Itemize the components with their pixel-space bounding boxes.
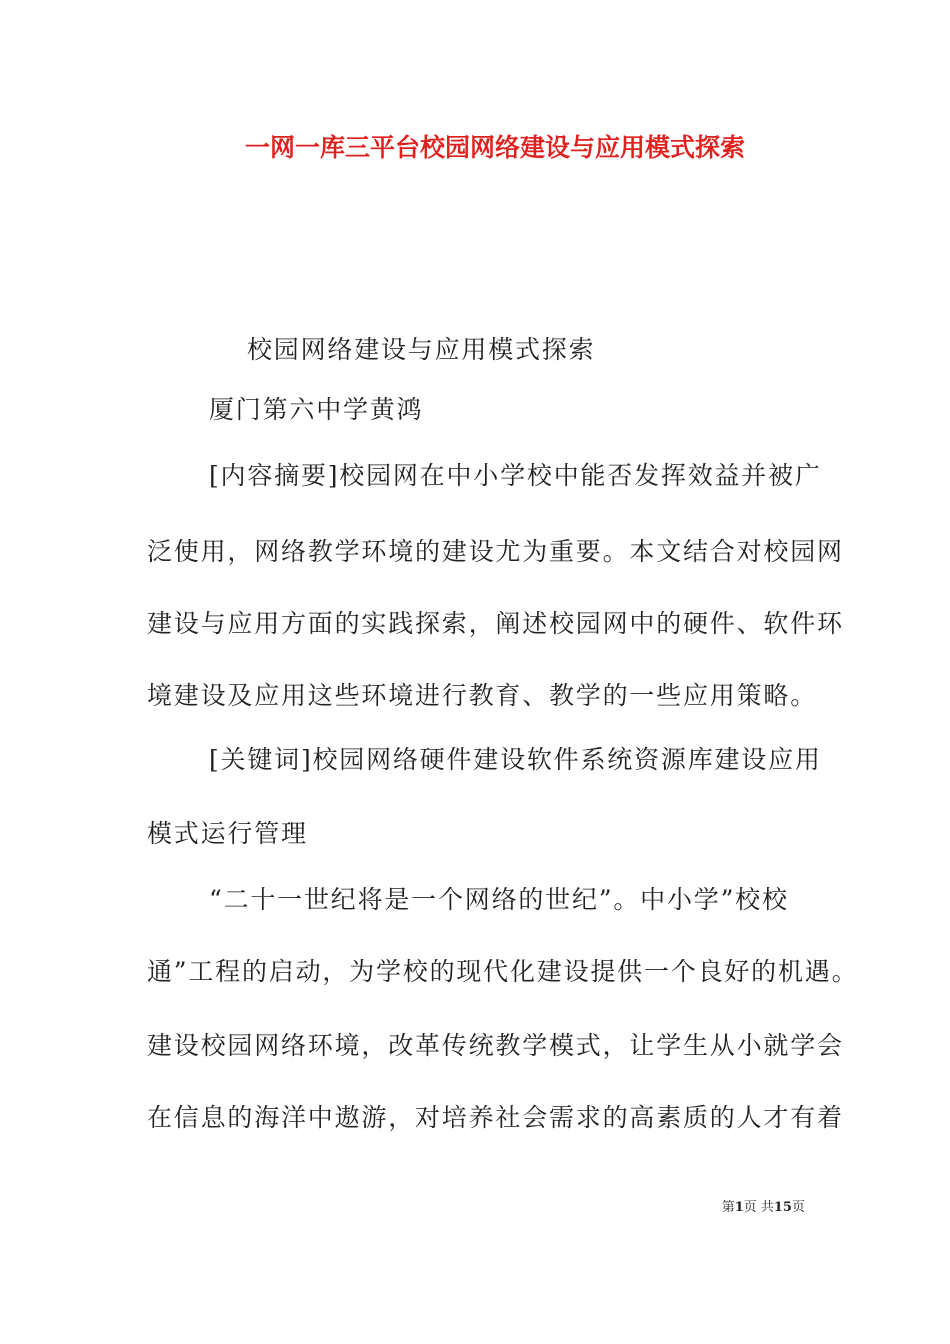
author-line: 厦门第六中学黄鸿 <box>209 395 424 424</box>
body-line-4: 在信息的海洋中遨游，对培养社会需求的高素质的人才有着 <box>147 1103 844 1132</box>
page-footer <box>722 1198 805 1218</box>
abstract-line-2: 泛使用，网络教学环境的建设尤为重要。本文结合对校园网 <box>147 537 844 566</box>
keywords-line-2: 模式运行管理 <box>147 819 308 848</box>
document-title: 一网一库三平台校园网络建设与应用模式探索 <box>244 133 745 162</box>
footer-total-pages: 15 <box>773 1200 792 1215</box>
keywords-line-1: [关键词]校园网络硬件建设软件系统资源库建设应用 <box>209 745 822 774</box>
footer-suffix: 页 <box>791 1200 805 1215</box>
body-line-2: 通”工程的启动，为学校的现代化建设提供一个良好的机遇。 <box>147 957 859 986</box>
body-line-1: “二十一世纪将是一个网络的世纪”。中小学”校校 <box>209 885 789 914</box>
subtitle-line: 校园网络建设与应用模式探索 <box>247 335 596 364</box>
abstract-line-1: [内容摘要]校园网在中小学校中能否发挥效益并被广 <box>209 461 822 490</box>
body-line-3: 建设校园网络环境，改革传统教学模式，让学生从小就学会 <box>147 1031 844 1060</box>
abstract-line-3: 建设与应用方面的实践探索，阐述校园网中的硬件、软件环 <box>147 609 844 638</box>
footer-page-number: 1 <box>734 1200 744 1215</box>
abstract-line-4: 境建设及应用这些环境进行教育、教学的一些应用策略。 <box>147 681 818 710</box>
footer-middle: 页 共 <box>743 1200 774 1215</box>
footer-prefix: 第 <box>721 1200 735 1215</box>
